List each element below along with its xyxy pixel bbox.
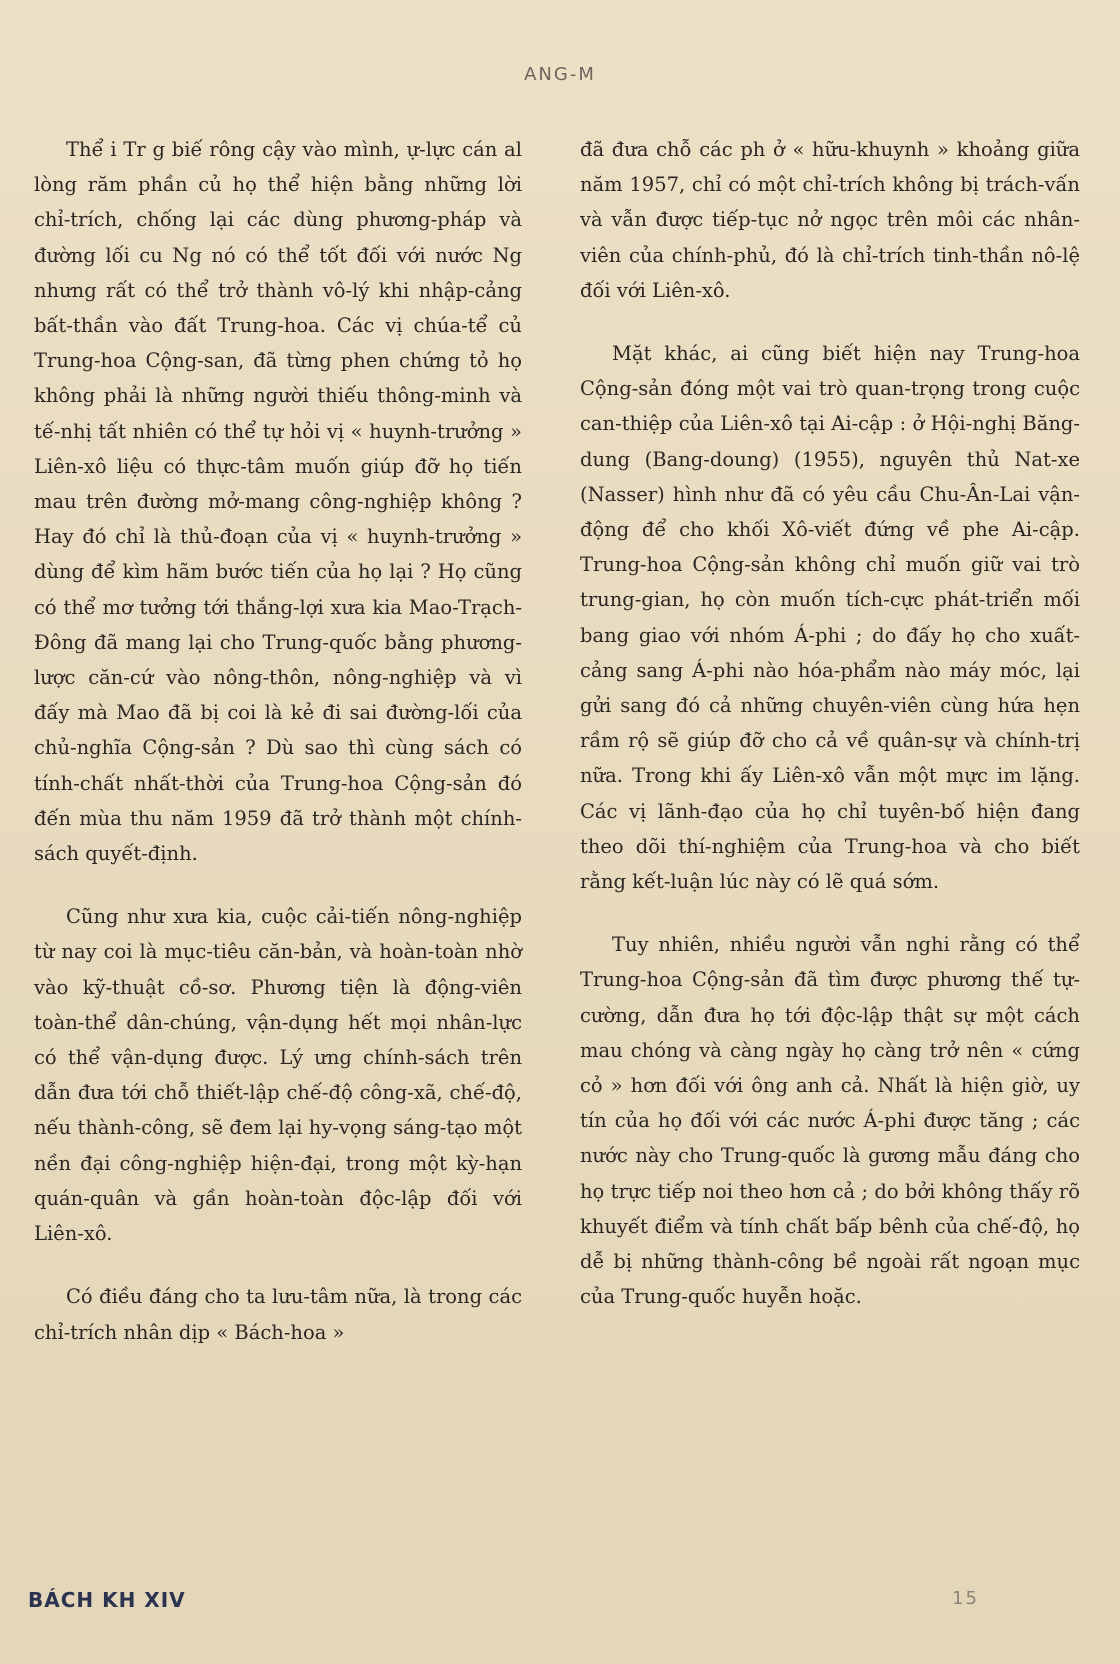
page-number: 15 [952,1588,979,1609]
paragraph: Có điều đáng cho ta lưu-tâm nữa, là trong các chỉ-trích nhân dịp « Bách-hoa » [34,1285,522,1344]
left-column [34,132,522,1378]
paragraph: Cũng như xưa kia, cuộc cải-tiến nông-nghiệp từ nay coi là mục-tiêu căn-bản, và hoàn-toàn nhờ vào kỹ-thuật cồ-sơ. Phương tiện là động-viên toàn-thể dân-chúng, vận-dụng hết mọi nhân-lực có thể vận-dụng được. Lý ưng chính-sách trên dẫn đưa tới chỗ thiết-lập chế-độ công-xã, chế-độ, nếu thành-công, sẽ đem lại hy-vọng sáng-tạo một nền đại công-nghiệp hiện-đại, trong một kỳ-hạn quán-quân và gần hoàn-toàn độc-lập đối với Liên-xô. [34,905,522,1246]
right-column [580,132,1080,1343]
publication-footer: BÁCH KH XIV [28,1588,186,1612]
paragraph: Thể i Tr g biế rông cậy vào mình, ự-lực cán al lòng răm phần củ họ thể hiện bằng những lời chỉ-trích, chống lại các dùng phương-pháp và đường lối cu Ng nó có thể tốt đối với nước Ng nhưng rất có thể trở thành vô-lý khi nhập-cảng bất-thần vào đất Trung-hoa. Các vị chúa-tể củ Trung-hoa Cộng-san, đã từng phen chứng tỏ họ không phải là những người thiếu thông-minh và tế-nhị tất nhiên có thể tự hỏi vị « huynh-trưởng » Liên-xô liệu có thực-tâm muốn giúp đỡ họ tiến mau trên đường mở-mang công-nghiệp không ? Hay đó chỉ là thủ-đoạn của vị « huynh-trưởng » dùng để kìm hãm bước tiến của họ lại ? Họ cũng có thể mơ tưởng tới thắng-lợi xưa kia Mao-Trạch-Đông đã mang lại cho Trung-quốc bằng phương-lược căn-cứ vào nông-thôn, nông-nghiệp và vì đấy mà Mao đã bị coi là kẻ đi sai đường-lối của chủ-nghĩa Cộng-sản ? Dù sao thì cùng sách có tính-chất nhất-thời của Trung-hoa Cộng-sản đó đến mùa thu năm 1959 đã trở thành một chính-sách quyết-định. [34,138,522,866]
paragraph: Tuy nhiên, nhiều người vẫn nghi rằng có thể Trung-hoa Cộng-sản đã tìm được phương thế tự-cường, dẫn đưa họ tới độc-lập thật sự một cách mau chóng và càng ngày họ càng trở nên « cứng cỏ » hơn đối với ông anh cả. Nhất là hiện giờ, uy tín của họ đối với các nước Á-phi được tăng ; các nước này cho Trung-quốc là gương mẫu đáng cho họ trực tiếp noi theo hơn cả ; do bởi không thấy rõ khuyết điểm và tính chất bấp bênh của chế-độ, họ dễ bị những thành-công bề ngoài rất ngoạn mục của Trung-quốc huyễn hoặc. [580,933,1080,1309]
running-header: ANG-M [524,64,596,85]
paragraph: Mặt khác, ai cũng biết hiện nay Trung-hoa Cộng-sản đóng một vai trò quan-trọng trong cuộc can-thiệp của Liên-xô tại Ai-cập : ở Hội-nghị Băng-dung (Bang-doung) (1955), nguyên thủ Nat-xe (Nasser) hình như đã có yêu cầu Chu-Ân-Lai vận-động để cho khối Xô-viết đứng về phe Ai-cập. Trung-hoa Cộng-sản không chỉ muốn giữ vai trò trung-gian, họ còn muốn tích-cực phát-triển mối bang giao với nhóm Á-phi ; do đấy họ cho xuất-cảng sang Á-phi nào hóa-phẩm nào máy móc, lại gửi sang đó cả những chuyên-viên cùng hứa hẹn rầm rộ sẽ giúp đỡ cho cả về quân-sự và chính-trị nữa. Trong khi ấy Liên-xô vẫn một mực im lặng. Các vị lãnh-đạo của họ chỉ tuyên-bố hiện đang theo dõi thí-nghiệm của Trung-hoa và cho biết rằng kết-luận lúc này có lẽ quá sớm. [580,342,1080,894]
paragraph: đã đưa chỗ các ph ở « hữu-khuynh » khoảng giữa năm 1957, chỉ có một chỉ-trích không bị trách-vấn và vẫn được tiếp-tục nở ngọc trên môi các nhân-viên của chính-phủ, đó là chỉ-trích tinh-thần nô-lệ đối với Liên-xô. [580,138,1080,302]
